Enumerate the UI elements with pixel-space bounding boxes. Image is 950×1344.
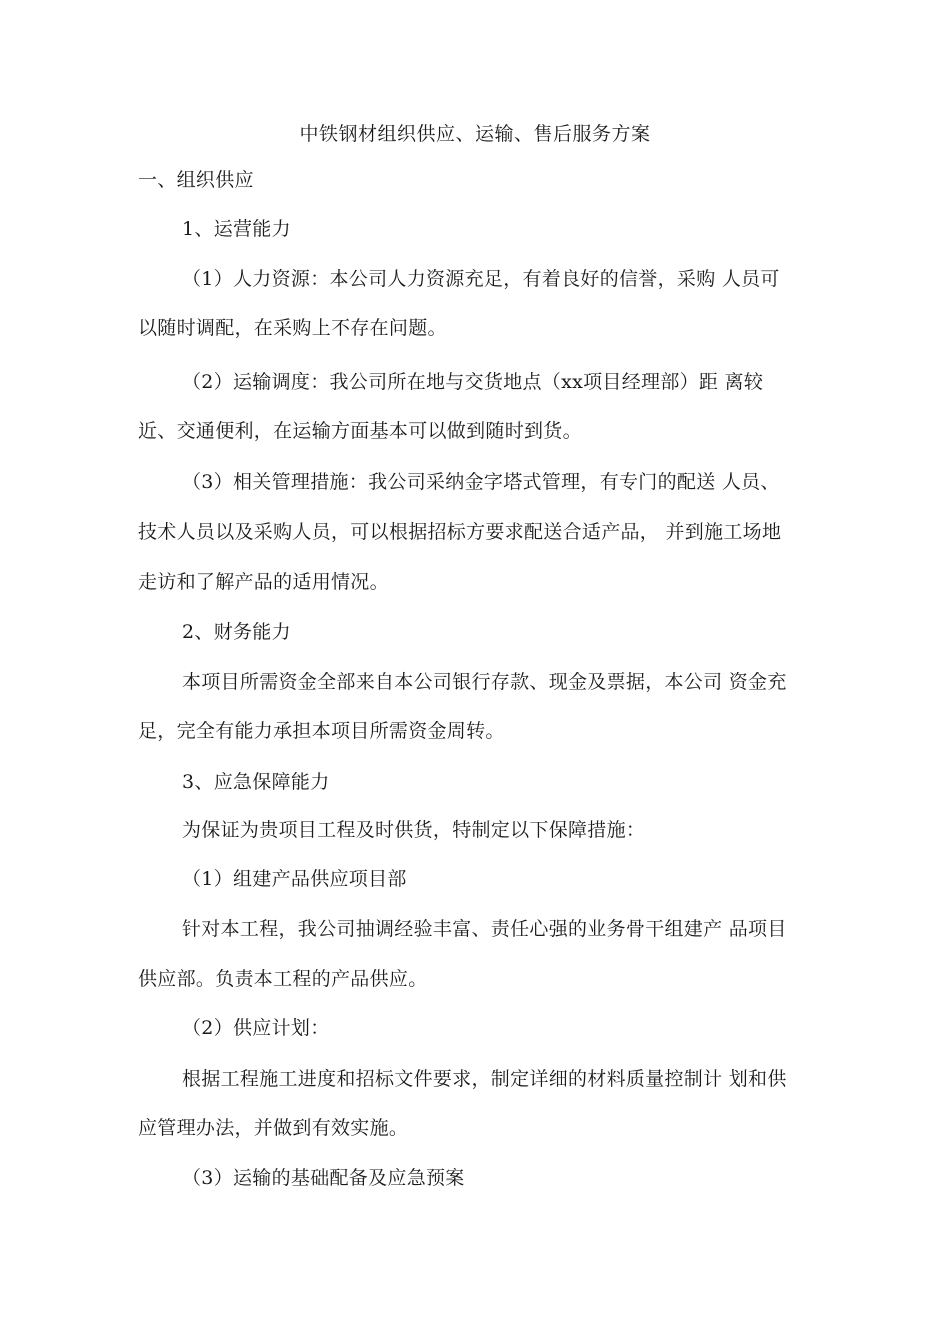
paragraph-line: 应管理办法，并做到有效实施。 [138,1117,409,1139]
paragraph-line: 针对本工程，我公司抽调经验丰富、责任心强的业务骨干组建产 品项目 [182,918,787,940]
paragraph-line: 技术人员以及采购人员，可以根据招标方要求配送合适产品， 并到施工场地 [138,521,782,543]
paragraph-line: 近、交通便利，在运输方面基本可以做到随时到货。 [138,420,582,442]
paragraph-line: 足，完全有能力承担本项目所需资金周转。 [138,720,505,742]
paragraph-line: （3）运输的基础配备及应急预案 [182,1167,465,1189]
paragraph-line: 走访和了解产品的适用情况。 [138,571,389,593]
document-title: 中铁钢材组织供应、运输、售后服务方案 [299,123,651,145]
subheading-emergency-capability: 3、应急保障能力 [182,771,330,793]
paragraph-line: 供应部。负责本工程的产品供应。 [138,968,428,990]
subheading-financial-capability: 2、财务能力 [182,621,291,643]
paragraph-line: 本项目所需资金全部来自本公司银行存款、现金及票据，本公司 资金充 [182,671,787,693]
section-heading-organize-supply: 一、组织供应 [138,169,254,191]
paragraph-line: （1）组建产品供应项目部 [182,868,407,890]
paragraph-line: （1）人力资源：本公司人力资源充足，有着良好的信誉，采购 人员可 [182,268,780,290]
subheading-operation-capability: 1、运营能力 [182,218,291,240]
paragraph-line: （2）运输调度：我公司所在地与交货地点（xx项目经理部）距 离较 [182,371,764,393]
paragraph-line: （2）供应计划： [182,1017,330,1039]
paragraph-line: （3）相关管理措施：我公司采纳金字塔式管理，有专门的配送 人员、 [182,471,780,493]
paragraph-line: 根据工程施工进度和招标文件要求，制定详细的材料质量控制计 划和供 [182,1068,787,1090]
paragraph-line: 为保证为贵项目工程及时供货，特制定以下保障措施： [182,819,646,841]
paragraph-line: 以随时调配，在采购上不存在问题。 [138,317,447,339]
